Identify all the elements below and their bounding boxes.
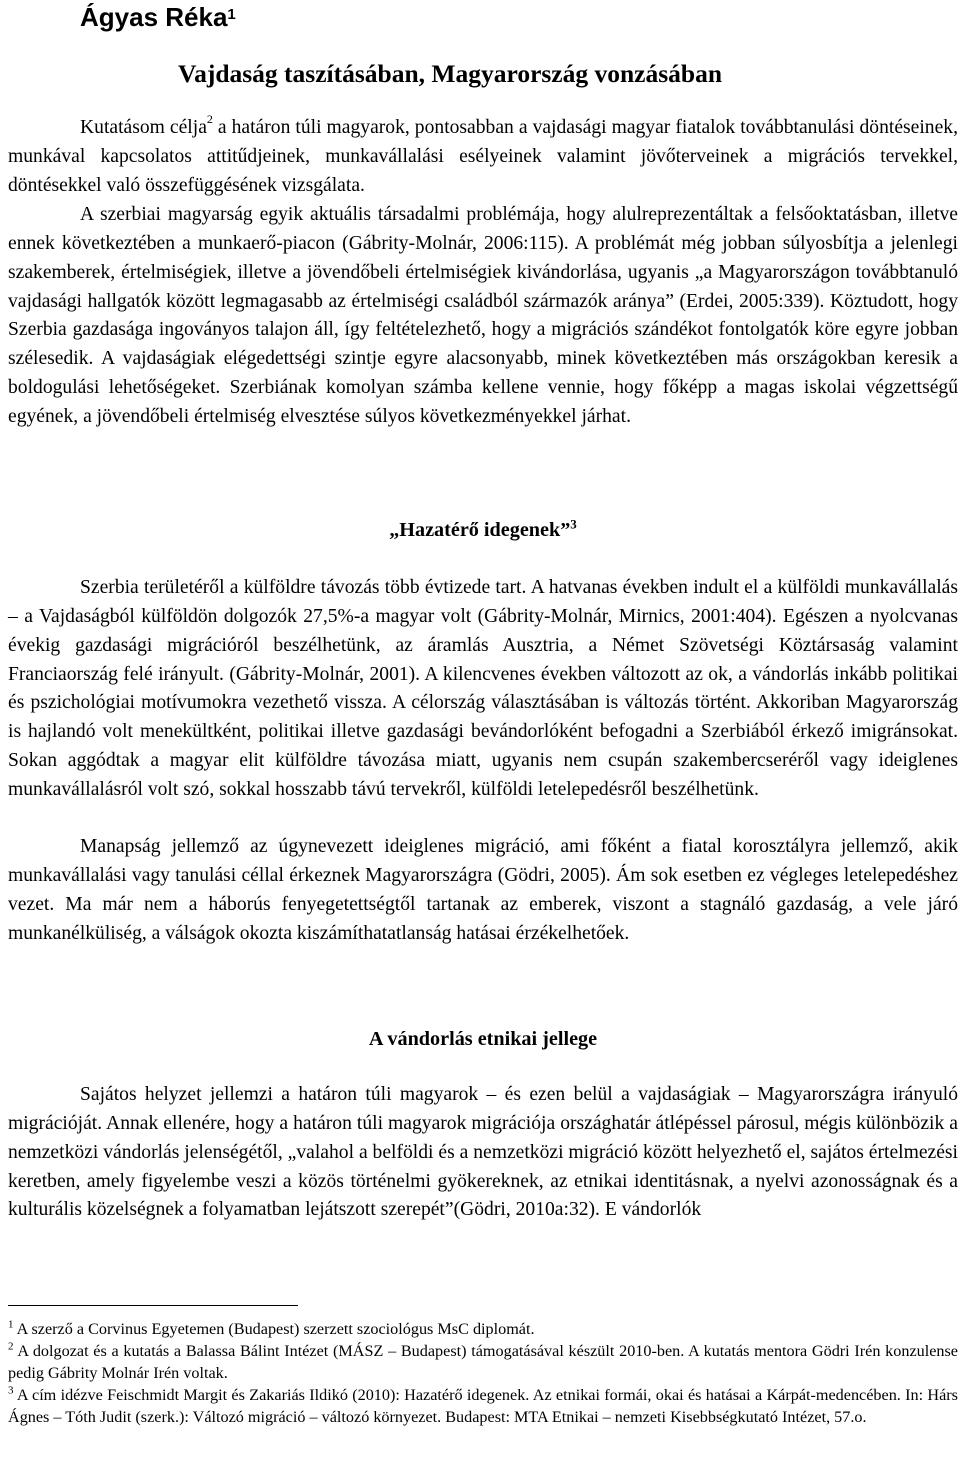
section2-paragraph-1: Sajátos helyzet jellemzi a határon túli magyarok – és ezen belül a vajdaságiak – Magyarországra irányuló migrációját. Annak ellenére, hogy a határon túli magyarok migrációja országhatár átlépéssel párosul, mégis különbözik a nemzetközi vándorlás jelenségétől, „valahol a belföldi és a nemzetközi migráció között helyezhető el, sajátos értelmezési keretben, amely figyelembe veszi a közös történelmi gyökereknek, az etnikai identitásnak, a nyelvi azonosságnak és a kulturális közelségnek a folyamatban lejátszott szerepét”(Gödri, 2010a:32). E vándorlók (8, 1084, 958, 1221)
intro-paragraph-2: A szerbiai magyarság egyik aktuális társadalmi problémája, hogy alulreprezentáltak a felsőoktatásban, illetve ennek következtében a munkaerő-piacon (Gábrity-Molnár, 2006:115). A problémát még jobban súlyosbítja a jelenlegi szakemberek, értelmiségiek, illetve a jövendőbeli értelmiségiek kivándorlása, ugyanis „a Magyarországon továbbtanuló vajdasági hallgatók között legmagasabb az értelmiségi családból származók aránya” (Erdei, 2005:339). Köztudott, hogy Szerbia gazdasága ingoványos talajon áll, így feltételezhető, hogy a migrációs szándékot fontolgatók köre egyre jobban szélesedik. A vajdaságiak elégedettségi szintje egyre alacsonyabb, minek következtében más országokban keresik a boldogulási lehetőségeket. Szerbiának komolyan számba kellene vennie, hogy főképp a magas iskolai végzettségű egyének, a jövendőbeli értelmiség elvesztése súlyos következményekkel járhat. (8, 204, 958, 427)
paper-title: Vajdaság taszításában, Magyarország vonzásában (178, 59, 723, 88)
intro-paragraph-1-rest: a határon túli magyarok, pontosabban a vajdasági magyar fiatalok továbbtanulási döntéseinek, munkával kapcsolatos attitűdjeinek, munkavállalási esélyeinek valamint jövőterveinek a migrációs tervekkel, döntésekkel való összefüggésének vizsgálata. (8, 117, 958, 196)
footnote-2-text: A dolgozat és a kutatás a Balassa Bálint Intézet (MÁSZ – Budapest) támogatásával készült 2010-ben. A kutatás mentora Gödri Irén konzulense pedig Gábrity Molnár Irén voltak. (8, 1342, 958, 1383)
footnote-3 (8, 1384, 958, 1429)
section1-paragraph-2: Manapság jellemző az úgynevezett ideiglenes migráció, ami főként a fiatal korosztályra jellemző, akik munkavállalási vagy tanulási céllal érkeznek Magyarországra (Gödri, 2005). Ám sok esetben ez végleges letelepedéshez vezet. Ma már nem a háborús fenyegetettségtől tartanak az emberek, viszont a stagnáló gazdaság, a vele járó munkanélküliség, a válságok okozta kiszámíthatatlanság hatásai érzékelhetőek. (8, 836, 958, 944)
footnote-mark-3[interactable]: 3 (570, 516, 577, 532)
section1-paragraph-1: Szerbia területéről a külföldre távozás több évtizede tart. A hatvanas években indult el a külföldi munkavállalás – a Vajdaságból külföldön dolgozók 27,5%-a magyar volt (Gábrity-Molnár, Mirnics, 2001:404). Egészen a nyolcvanas évekig gazdasági migrációról beszélhetünk, az áramlás Ausztria, a Német Szövetségi Köztársaság valamint Franciaország felé irányult. (Gábrity-Molnár, 2001). A kilencvenes években változott az ok, a vándorlás inkább politikai és pszichológiai motívumokra vezethető vissza. A célország választásában is változás történt. Akkoriban Magyarország is hajlandó volt menekültként, politikai illetve gazdasági bevándorlóként befogadni a Szerbiából érkező imigránsokat. Sokan aggódtak a magyar elit külföldre távozása miatt, ugyanis nem csupán szakembercseréről vagy ideiglenes munkavállalásról volt szó, sokkal hosszabb távú tervekről, külföldi letelepedésről beszélhetünk. (8, 577, 958, 800)
footnote-mark-2[interactable]: 2 (206, 112, 213, 127)
section-heading-vandorlas-etnikai-jellege: A vándorlás etnikai jellege (368, 1028, 598, 1050)
intro-paragraph-1 (8, 114, 958, 201)
footnote-3-text: A cím idézve Feischmidt Margit és Zakariás Ildikó (2010): Hazatérő idegenek. Az etnikai formái, okai és hatásai a Kárpát-medencében. In: Hárs Ágnes – Tóth Judit (szerk.): Változó migráció – változó környezet. Budapest: MTA Etnikai – nemzeti Kisebbségkutató Intézet, 57.o. (8, 1386, 958, 1427)
intro-paragraph-1-lead: Kutatásom célja (80, 117, 207, 138)
footnote-2-mark: 2 (8, 1340, 14, 1353)
footnote-2 (8, 1340, 958, 1385)
author-footnote-mark[interactable]: 1 (227, 6, 236, 23)
footnote-3-mark: 3 (8, 1384, 14, 1397)
section-heading-hazatero-idegenek (8, 516, 958, 544)
section-heading-1-text: „Hazatérő idegenek” (389, 519, 571, 541)
footnote-separator (8, 1305, 298, 1306)
author-name (80, 0, 236, 34)
footnote-1-mark: 1 (8, 1318, 14, 1331)
footnote-1-text: A szerző a Corvinus Egyetemen (Budapest) szerzett szociológus MsC diplomát. (13, 1320, 535, 1338)
footnote-1 (8, 1318, 958, 1340)
author-name-text: Ágyas Réka (80, 2, 228, 32)
